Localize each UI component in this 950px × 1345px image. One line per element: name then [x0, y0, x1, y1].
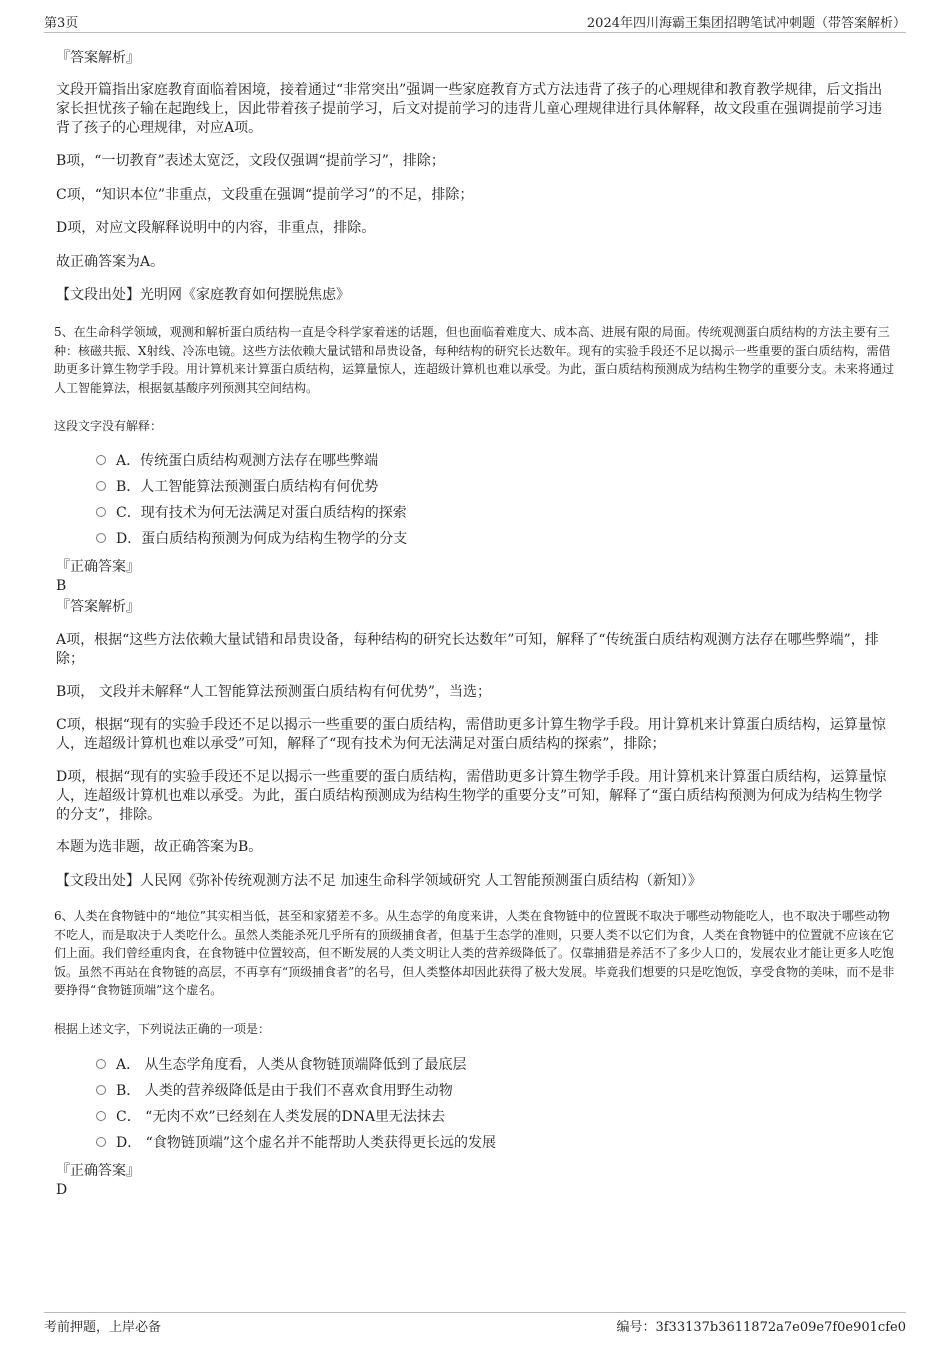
q5-option-b[interactable]: [96, 478, 378, 497]
analysis-conclusion: 故正确答案为A。: [56, 254, 165, 270]
q5-analysis-heading: 『答案解析』: [56, 599, 140, 615]
option-text: C． “无肉不欢”已经刻在人类发展的DNA里无法抹去: [116, 1109, 446, 1125]
analysis-option-d: D项，对应文段解释说明中的内容，非重点，排除。: [56, 220, 376, 236]
radio-icon[interactable]: [96, 481, 106, 491]
page-number: 第3页: [44, 16, 79, 31]
q5-option-c[interactable]: [96, 504, 407, 523]
q5-analysis-c: C项，根据“现有的实验手段还不足以揭示一些重要的蛋白质结构，需借助更多计算生物学手段。用计算机来计算蛋白质结构，运算量惊人，连超级计算机也难以承受”可知，解释了“现有技术为何无法满足对蛋白质结构的探索”，排除；: [56, 717, 886, 752]
q5-conclusion: 本题为选非题，故正确答案为B。: [56, 839, 263, 855]
radio-icon[interactable]: [96, 507, 106, 517]
q6-option-c[interactable]: [96, 1108, 445, 1127]
q5-analysis-d: D项，根据“现有的实验手段还不足以揭示一些重要的蛋白质结构，需借助更多计算生物学手段。用计算机来计算蛋白质结构，运算量惊人，连超级计算机也难以承受。为此，蛋白质结构预测成为结构生物学的重要分支”可知，解释了“蛋白质结构预测为何成为结构生物学的分支”，排除。: [56, 769, 887, 823]
q5-answer: B: [56, 578, 67, 594]
radio-icon[interactable]: [96, 1059, 106, 1069]
radio-icon[interactable]: [96, 1085, 106, 1095]
q6-passage: 6、人类在食物链中的“地位”其实相当低，甚至和家猪差不多。从生态学的角度来讲，人类在食物链中的位置既不取决于哪些动物能吃人，也不取决于哪些动物不吃人，而是取决于人类吃什么。虽然人类能杀死几乎所有的顶级捕食者，但基于生态学的准则，只要人类不以它们为食，人类在食物链中的位置就不应该在它们上面。我们曾经重肉食，在食物链中位置较高，但不断发展的人类文明让人类的营养级降低了。仅靠捕猎是养活不了多少人口的，发展农业才能让更多人吃饱饭。虽然不再站在食物链的高层，不再享有“顶级捕食者”的名号，但人类整体却因此获得了极大发展。毕竟我们想要的只是吃饱饭，享受食物的美味，而不是非要挣得“食物链顶端”这个虚名。: [54, 909, 895, 997]
analysis-option-c: C项，“知识本位”非重点，文段重在强调“提前学习”的不足，排除；: [56, 187, 474, 203]
q5-option-d[interactable]: [96, 530, 407, 549]
option-text: A．传统蛋白质结构观测方法存在哪些弊端: [116, 453, 379, 469]
q5-option-a[interactable]: [96, 452, 378, 471]
q5-analysis-b: B项， 文段并未解释“人工智能算法预测蛋白质结构有何优势”，当选；: [56, 684, 492, 700]
analysis-paragraph: 文段开篇指出家庭教育面临着困境，接着通过“非常突出”强调一些家庭教育方式方法违背了孩子的心理规律和教育教学规律，后文指出家长担忧孩子输在起跑线上，因此带着孩子提前学习，后文对提前学习的违背儿童心理规律进行具体解释，故文段重在强调提前学习违背了孩子的心理规律，对应A项。: [56, 82, 883, 136]
option-text: A． 从生态学角度看，人类从食物链顶端降低到了最底层: [116, 1057, 467, 1073]
q5-answer-heading: 『正确答案』: [56, 559, 140, 575]
analysis-heading: 『答案解析』: [56, 50, 140, 66]
option-text: B．人工智能算法预测蛋白质结构有何优势: [116, 479, 379, 495]
radio-icon[interactable]: [96, 533, 106, 543]
radio-icon[interactable]: [96, 455, 106, 465]
q6-answer-heading: 『正确答案』: [56, 1163, 140, 1179]
q6-prompt: 根据上述文字，下列说法正确的一项是：: [54, 1022, 271, 1036]
q6-option-a[interactable]: [96, 1056, 467, 1075]
q5-passage: 5、在生命科学领域，观测和解析蛋白质结构一直是令科学家着迷的话题，但也面临着难度大、成本高、进展有限的局面。传统观测蛋白质结构的方法主要有三种：核磁共振、X射线、冷冻电镜。这些方法依赖大量试错和昂贵设备，每种结构的研究长达数年。现有的实验手段还不足以揭示一些重要的蛋白质结构，需借助更多计算生物学手段。用计算机来计算蛋白质结构，运算量惊人，连超级计算机也难以承受。为此，蛋白质结构预测成为结构生物学的重要分支。未来将通过人工智能算法，根据氨基酸序列预测其空间结构。: [54, 325, 895, 395]
radio-icon[interactable]: [96, 1111, 106, 1121]
option-text: D．蛋白质结构预测为何成为结构生物学的分支: [116, 531, 408, 547]
q6-option-d[interactable]: [96, 1134, 496, 1153]
option-text: C．现有技术为何无法满足对蛋白质结构的探索: [116, 505, 407, 521]
page-header: [44, 12, 906, 33]
radio-icon[interactable]: [96, 1137, 106, 1147]
option-text: B． 人类的营养级降低是由于我们不喜欢食用野生动物: [116, 1083, 453, 1099]
analysis-option-b: B项，“一切教育”表述太宽泛，文段仅强调“提前学习”，排除；: [56, 153, 445, 169]
q5-analysis-a: A项，根据“这些方法依赖大量试错和昂贵设备，每种结构的研究长达数年”可知，解释了“传统蛋白质结构观测方法存在哪些弊端”，排除；: [56, 632, 879, 667]
q6-answer: D: [56, 1182, 68, 1198]
q6-option-b[interactable]: [96, 1082, 453, 1101]
footer-slogan: 考前押题，上岸必备: [44, 1320, 162, 1335]
option-text: D． “食物链顶端”这个虚名并不能帮助人类获得更长远的发展: [116, 1135, 496, 1151]
source-citation: 【文段出处】光明网《家庭教育如何摆脱焦虑》: [56, 287, 350, 303]
document-title: 2024年四川海霸王集团招聘笔试冲刺题（带答案解析）: [586, 16, 906, 31]
page-footer: [44, 1312, 906, 1333]
q5-source-citation: 【文段出处】人民网《弥补传统观测方法不足 加速生命科学领域研究 人工智能预测蛋白质结构（新知）》: [56, 873, 702, 889]
document-serial: 编号：3f33137b3611872a7e09e7f0e901cfe0: [616, 1320, 906, 1335]
q5-prompt: 这段文字没有解释：: [54, 419, 163, 433]
